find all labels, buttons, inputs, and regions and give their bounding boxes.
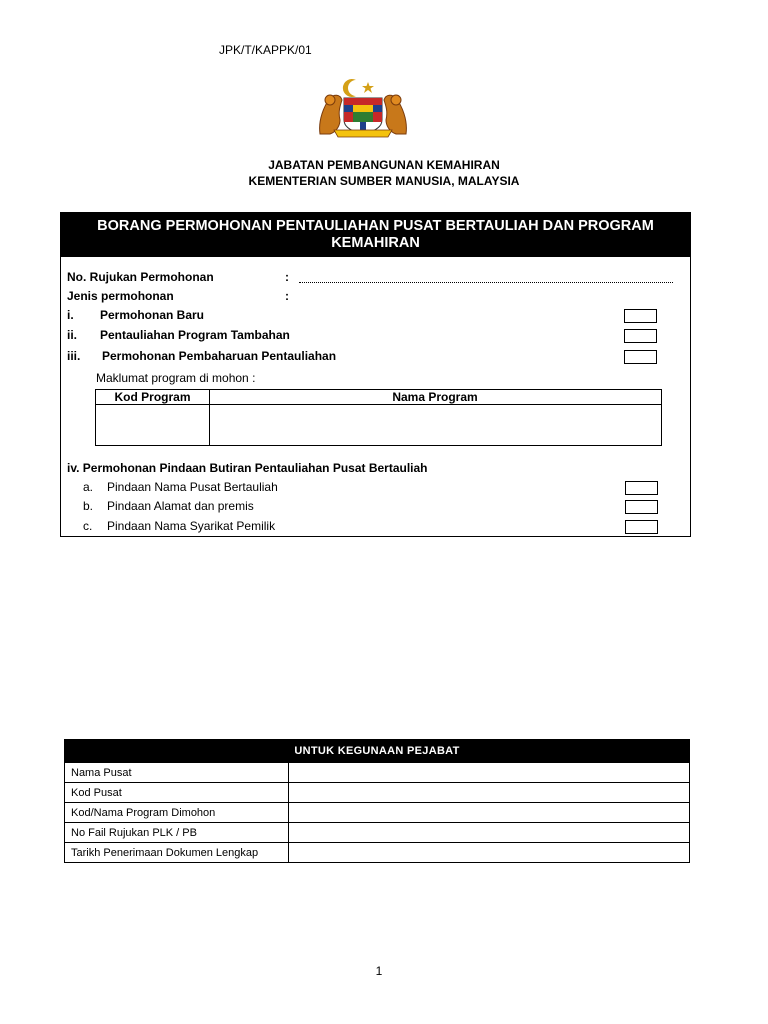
office-row-value[interactable]	[289, 803, 690, 823]
new-application-checkbox[interactable]	[624, 309, 657, 323]
office-row-value[interactable]	[289, 843, 690, 863]
reference-number-label: No. Rujukan Permohonan	[67, 270, 214, 284]
option-additional-program-label: Pentauliahan Program Tambahan	[100, 328, 290, 342]
program-table	[95, 389, 662, 446]
office-row-label: Nama Pusat	[65, 763, 289, 783]
coat-of-arms-emblem	[316, 76, 410, 138]
option-number: ii.	[67, 328, 78, 342]
program-name-cell[interactable]	[210, 405, 661, 445]
amendment-letter: b.	[83, 499, 94, 513]
program-code-header: Kod Program	[114, 390, 191, 404]
amend-address-label: Pindaan Alamat dan premis	[107, 499, 254, 513]
office-use-title: UNTUK KEGUNAAN PEJABAT	[65, 740, 690, 763]
amend-address-checkbox[interactable]	[625, 500, 658, 514]
office-row-label: No Fail Rujukan PLK / PB	[65, 823, 289, 843]
page-number: 1	[375, 964, 383, 978]
amend-center-name-label: Pindaan Nama Pusat Bertauliah	[107, 480, 278, 494]
amend-owner-company-label: Pindaan Nama Syarikat Pemilik	[107, 519, 276, 533]
application-form-section	[60, 212, 691, 537]
office-use-table	[64, 739, 690, 863]
office-row-value[interactable]	[289, 823, 690, 843]
amendment-letter: c.	[83, 519, 93, 533]
ministry-name: KEMENTERIAN SUMBER MANUSIA, MALAYSIA	[248, 174, 520, 188]
office-row-label: Tarikh Penerimaan Dokumen Lengkap	[65, 843, 289, 863]
office-row-value[interactable]	[289, 763, 690, 783]
option-number: i.	[67, 308, 74, 322]
amendment-letter: a.	[83, 480, 94, 494]
option-renewal-label: Permohonan Pembaharuan Pentauliahan	[102, 349, 337, 363]
program-code-cell[interactable]	[96, 405, 209, 445]
office-row-value[interactable]	[289, 783, 690, 803]
reference-colon: :	[285, 270, 289, 284]
reference-number-field[interactable]	[299, 282, 673, 283]
program-name-header: Nama Program	[392, 390, 478, 404]
form-title: BORANG PERMOHONAN PENTAULIAHAN PUSAT BERTAULIAH DAN PROGRAM KEMAHIRAN	[61, 213, 690, 257]
amend-owner-company-checkbox[interactable]	[625, 520, 658, 534]
application-type-label: Jenis permohonan	[67, 289, 174, 303]
renewal-checkbox[interactable]	[624, 350, 657, 364]
office-row-label: Kod Pusat	[65, 783, 289, 803]
amend-center-name-checkbox[interactable]	[625, 481, 658, 495]
office-row-label: Kod/Nama Program Dimohon	[65, 803, 289, 823]
program-info-label: Maklumat program di mohon :	[96, 371, 256, 385]
document-reference-code: JPK/T/KAPPK/01	[219, 43, 312, 57]
option-new-application-label: Permohonan Baru	[100, 308, 205, 322]
additional-program-checkbox[interactable]	[624, 329, 657, 343]
option-number: iii.	[67, 349, 81, 363]
organization-name: JABATAN PEMBANGUNAN KEMAHIRAN	[268, 158, 500, 172]
application-type-colon: :	[285, 289, 289, 303]
amendment-heading: iv. Permohonan Pindaan Butiran Pentauliahan Pusat Bertauliah	[67, 461, 428, 475]
